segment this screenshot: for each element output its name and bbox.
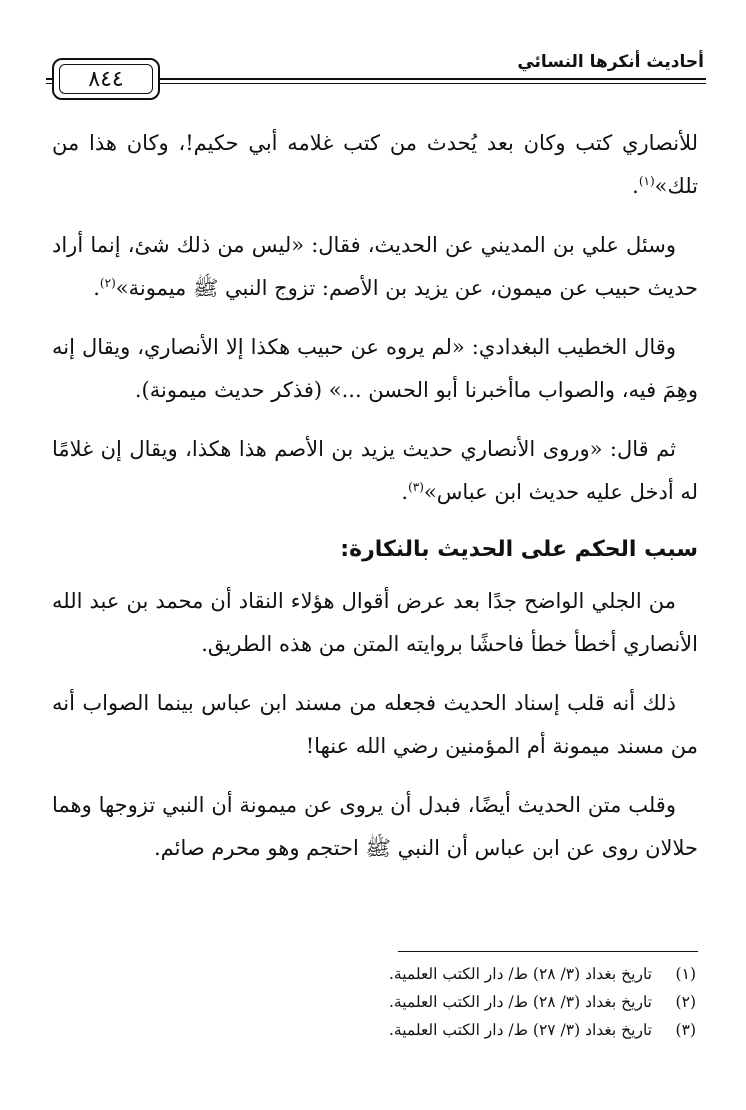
paragraph-2-text: وسئل علي بن المديني عن الحديث، فقال: «ليس من ذلك شئ، إنما أراد حديث حبيب عن ميمون، عن يزيد بن الأصم: تزوج النبي ﷺ ميمونة» <box>52 233 698 300</box>
footnote-separator <box>398 951 698 952</box>
section-paragraph-3: وقلب متن الحديث أيضًا، فبدل أن يروى عن ميمونة أن النبي تزوجها وهما حلالان روى عن ابن عباس أن النبي ﷺ احتجم وهو محرم صائم. <box>52 793 698 860</box>
footnote-ref-1[interactable]: (١) <box>638 174 655 188</box>
paragraph-4 <box>52 428 698 514</box>
section-paragraph-2: ذلك أنه قلب إسناد الحديث فجعله من مسند ابن عباس بينما الصواب أنه من مسند ميمونة أم المؤمنين رضي الله عنها! <box>52 691 698 758</box>
footnote-ref-2[interactable]: (٢) <box>99 276 116 290</box>
paragraph-1-tail: . <box>632 174 639 198</box>
section-paragraph-1: من الجلي الواضح جدًا بعد عرض أقوال هؤلاء النقاد أن محمد بن عبد الله الأنصاري أخطأ خطأ فاحشًا بروايته المتن من هذه الطريق. <box>52 589 698 656</box>
paragraph-4-tail: . <box>401 480 409 504</box>
section-heading: سبب الحكم على الحديث بالنكارة: <box>340 537 698 562</box>
page-number-frame <box>52 58 160 100</box>
footnote-number: (١) <box>675 965 696 983</box>
footnote-text: تاريخ بغداد (٣/ ٢٨) ط/ دار الكتب العلمية. <box>388 993 652 1011</box>
paragraph-4-text: ثم قال: «وروى الأنصاري حديث يزيد بن الأصم هذا هكذا، ويقال إن غلامًا له أدخل عليه حديث ابن عباس» <box>52 437 698 504</box>
main-text <box>52 122 698 886</box>
footnote-text: تاريخ بغداد (٣/ ٢٨) ط/ دار الكتب العلمية. <box>388 965 652 983</box>
paragraph-3 <box>52 326 698 412</box>
paragraph-1 <box>52 122 698 208</box>
footnote-text: تاريخ بغداد (٣/ ٢٧) ط/ دار الكتب العلمية. <box>388 1021 652 1039</box>
footnote-3 <box>56 1016 696 1044</box>
footnote-2 <box>56 988 696 1016</box>
book-title: أحاديث أنكرها النسائي <box>517 52 704 72</box>
footnote-ref-3[interactable]: (٣) <box>408 480 424 494</box>
footnote-1 <box>56 960 696 988</box>
footnotes <box>56 960 696 1044</box>
paragraph-1-text: للأنصاري كتب وكان بعد يُحدث من كتب غلامه أبي حكيم!، وكان هذا من تلك» <box>52 131 698 198</box>
paragraph-3-text: وقال الخطيب البغدادي: «لم يروه عن حبيب هكذا إلا الأنصاري، ويقال إنه وهِمَ فيه، والصواب ماأخبرنا أبو الحسن ...» (فذكر حديث ميمونة). <box>52 335 698 402</box>
footnote-number: (٢) <box>675 993 696 1011</box>
footnote-number: (٣) <box>675 1021 696 1039</box>
paragraph-2 <box>52 224 698 310</box>
page-number: ٨٤٤ <box>59 64 153 94</box>
running-header <box>0 44 746 104</box>
paragraph-2-tail: . <box>93 276 100 300</box>
